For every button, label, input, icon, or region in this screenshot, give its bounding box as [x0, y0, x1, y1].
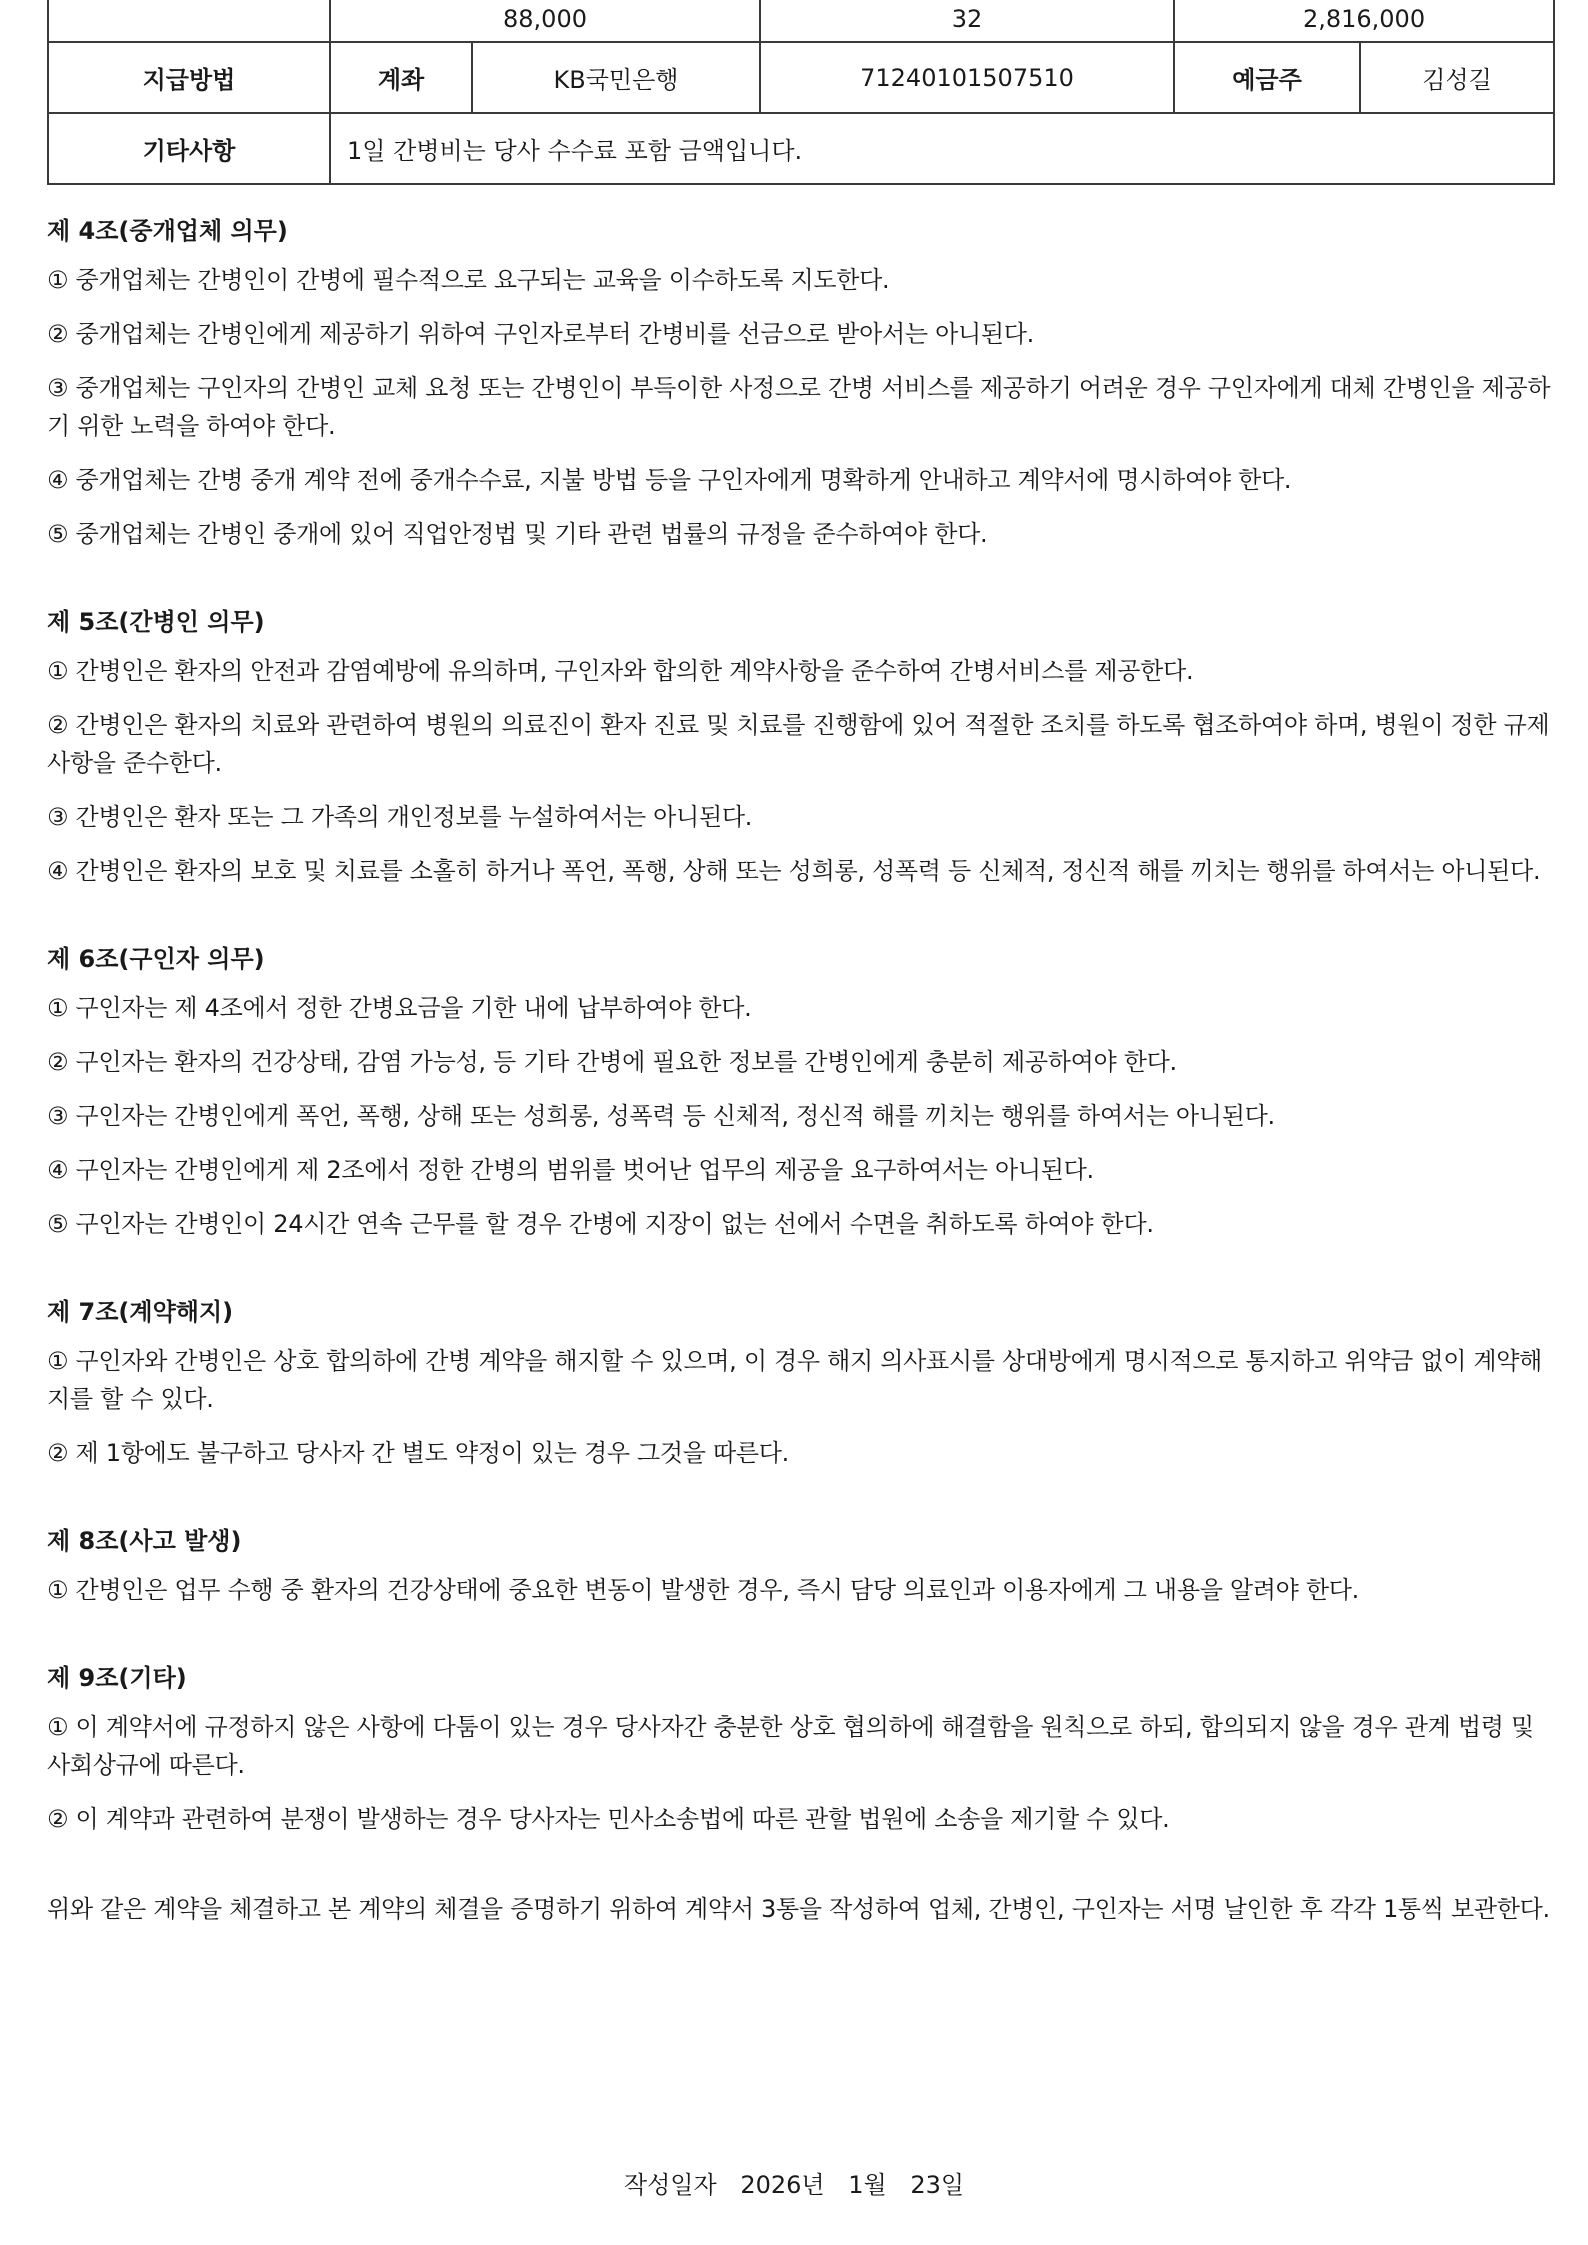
clause: ② 간병인은 환자의 치료와 관련하여 병원의 의료진이 환자 진료 및 치료를 진행함에 있어 적절한 조치를 하도록 협조하여야 하며, 병원이 정한 규제사항을 준수한다. [47, 711, 1550, 777]
bank-name: KB국민은행 [472, 42, 760, 113]
written-date [0, 2168, 1588, 2202]
clause: ⑤ 구인자는 간병인이 24시간 연속 근무를 할 경우 간병에 지장이 없는 선에서 수면을 취하도록 하여야 한다. [47, 1210, 1154, 1238]
date-month: 1월 [848, 2171, 887, 2199]
clause: ③ 구인자는 간병인에게 폭언, 폭행, 상해 또는 성희롱, 성폭력 등 신체적, 정신적 해를 끼치는 행위를 하여서는 아니된다. [47, 1102, 1275, 1130]
clause: ② 구인자는 환자의 건강상태, 감염 가능성, 등 기타 간병에 필요한 정보를 간병인에게 충분히 제공하여야 한다. [47, 1048, 1177, 1076]
article-7 [47, 1295, 1557, 1472]
clause: ③ 중개업체는 구인자의 간병인 교체 요청 또는 간병인이 부득이한 사정으로 간병 서비스를 제공하기 어려운 경우 구인자에게 대체 간병인을 제공하기 위한 노력을 하여야 한다. [47, 374, 1551, 440]
clause: ① 구인자와 간병인은 상호 합의하에 간병 계약을 해지할 수 있으며, 이 경우 해지 의사표시를 상대방에게 명시적으로 통지하고 위약금 없이 계약해지를 할 수 있다. [47, 1347, 1543, 1413]
article-title: 제 4조(중개업체 의무) [47, 217, 288, 245]
article-title: 제 7조(계약해지) [47, 1298, 234, 1326]
clause: ② 이 계약과 관련하여 분쟁이 발생하는 경우 당사자는 민사소송법에 따른 관할 법원에 소송을 제기할 수 있다. [47, 1805, 1170, 1833]
clause: ④ 구인자는 간병인에게 제 2조에서 정한 간병의 범위를 벗어난 업무의 제공을 요구하여서는 아니된다. [47, 1156, 1094, 1184]
clause: ① 간병인은 환자의 안전과 감염예방에 유의하며, 구인자와 합의한 계약사항을 준수하여 간병서비스를 제공한다. [47, 657, 1194, 685]
payment-table [47, 0, 1555, 185]
etc-row [48, 113, 1554, 184]
article-4 [47, 214, 1557, 553]
account-holder: 김성길 [1360, 42, 1554, 113]
clause: ④ 중개업체는 간병 중개 계약 전에 중개수수료, 지불 방법 등을 구인자에게 명확하게 안내하고 계약서에 명시하여야 한다. [47, 466, 1292, 494]
article-title: 제 6조(구인자 의무) [47, 945, 265, 973]
date-year: 2026년 [740, 2171, 825, 2199]
days-cell: 32 [760, 0, 1174, 42]
clause: ③ 간병인은 환자 또는 그 가족의 개인정보를 누설하여서는 아니된다. [47, 803, 753, 831]
account-label: 계좌 [330, 42, 472, 113]
account-holder-label: 예금주 [1174, 42, 1360, 113]
table-cell-blank [48, 0, 330, 42]
payment-method-row [48, 42, 1554, 113]
article-9 [47, 1661, 1557, 1838]
amount-row [48, 0, 1554, 42]
date-label: 작성일자 [623, 2171, 717, 2199]
article-title: 제 8조(사고 발생) [47, 1527, 242, 1555]
clause: ① 이 계약서에 규정하지 않은 사항에 다툼이 있는 경우 당사자간 충분한 상호 협의하에 해결함을 원칙으로 하되, 합의되지 않을 경우 관계 법령 및 사회상규에 따른다. [47, 1713, 1534, 1779]
article-5 [47, 605, 1557, 890]
etc-value: 1일 간병비는 당사 수수료 포함 금액입니다. [330, 113, 1554, 184]
etc-label: 기타사항 [48, 113, 330, 184]
daily-fee-cell: 88,000 [330, 0, 760, 42]
article-title: 제 5조(간병인 의무) [47, 608, 265, 636]
article-6 [47, 942, 1557, 1243]
payment-method-label: 지급방법 [48, 42, 330, 113]
clause: ④ 간병인은 환자의 보호 및 치료를 소홀히 하거나 폭언, 폭행, 상해 또는 성희롱, 성폭력 등 신체적, 정신적 해를 끼치는 행위를 하여서는 아니된다. [47, 857, 1541, 885]
total-amount-cell: 2,816,000 [1174, 0, 1554, 42]
closing-statement: 위와 같은 계약을 체결하고 본 계약의 체결을 증명하기 위하여 계약서 3통을 작성하여 업체, 간병인, 구인자는 서명 날인한 후 각각 1통씩 보관한다. [47, 1895, 1550, 1923]
date-day: 23일 [910, 2171, 965, 2199]
clause: ① 중개업체는 간병인이 간병에 필수적으로 요구되는 교육을 이수하도록 지도한다. [47, 266, 890, 294]
article-8 [47, 1524, 1557, 1609]
clause: ② 제 1항에도 불구하고 당사자 간 별도 약정이 있는 경우 그것을 따른다. [47, 1439, 789, 1467]
clause: ⑤ 중개업체는 간병인 중개에 있어 직업안정법 및 기타 관련 법률의 규정을 준수하여야 한다. [47, 520, 988, 548]
clause: ① 간병인은 업무 수행 중 환자의 건강상태에 중요한 변동이 발생한 경우, 즉시 담당 의료인과 이용자에게 그 내용을 알려야 한다. [47, 1576, 1359, 1604]
clause: ② 중개업체는 간병인에게 제공하기 위하여 구인자로부터 간병비를 선금으로 받아서는 아니된다. [47, 320, 1034, 348]
articles [47, 214, 1557, 1928]
article-title: 제 9조(기타) [47, 1664, 187, 1692]
clause: ① 구인자는 제 4조에서 정한 간병요금을 기한 내에 납부하여야 한다. [47, 994, 752, 1022]
account-number: 71240101507510 [760, 42, 1174, 113]
